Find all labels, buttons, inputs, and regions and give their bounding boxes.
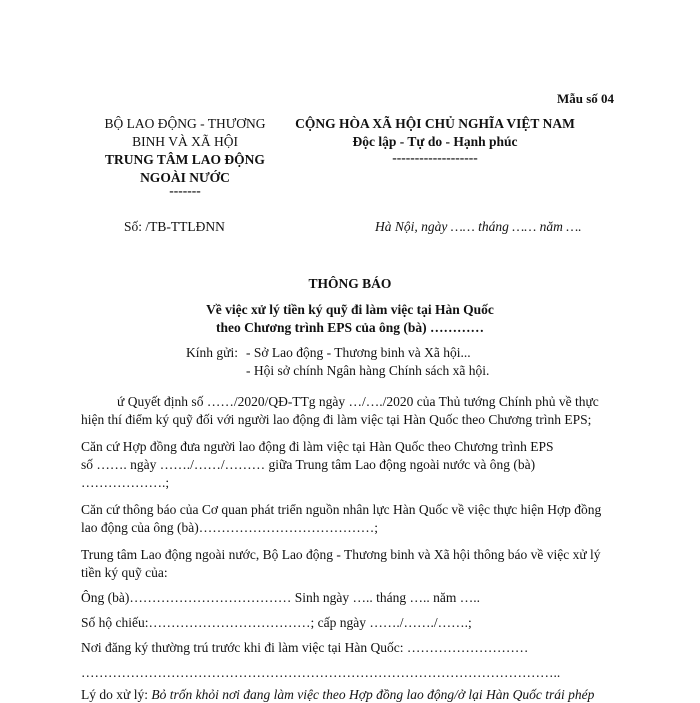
recipients-label: Kính gửi: (186, 345, 238, 360)
form-number: Mẫu số 04 (557, 91, 615, 106)
paragraph3-line2: lao động của ông (bà)…………………………………; (81, 520, 378, 535)
right-header-divider: ------------------- (392, 150, 478, 165)
document-number: Số: /TB-TTLĐNN (124, 219, 225, 234)
center-name-line2: NGOÀI NƯỚC (140, 170, 230, 185)
field-dotted-line: …………………………………………………………………………………………….. (81, 665, 561, 680)
subject-line2: theo Chương trình EPS của ông (bà) ………… (216, 320, 484, 335)
paragraph2-line2: số ……. ngày ……./……/……… giữa Trung tâm Lao động ngoài nước và ông (bà) (81, 457, 536, 472)
paragraph3-line1: Căn cứ thông báo của Cơ quan phát triển nguồn nhân lực Hàn Quốc về việc thực hiện Hợp đồng (81, 502, 602, 517)
document-title: THÔNG BÁO (308, 276, 392, 291)
field-passport: Số hộ chiếu:………………………………; cấp ngày ……./……./…….; (81, 615, 472, 630)
subject-line1: Về việc xử lý tiền ký quỹ đi làm việc tại Hàn Quốc (206, 302, 494, 317)
center-name-line1: TRUNG TÂM LAO ĐỘNG (105, 152, 265, 167)
recipient-item1: - Sở Lao động - Thương binh và Xã hội... (246, 345, 471, 360)
reason-text: Bỏ trốn khỏi nơi đang làm việc theo Hợp đồng lao động/ở lại Hàn Quốc trái phép (151, 687, 595, 702)
nation-name: CỘNG HÒA XÃ HỘI CHỦ NGHĨA VIỆT NAM (295, 116, 575, 131)
field-full-name: Ông (bà)……………………………… Sinh ngày ….. tháng ….. năm ….. (81, 590, 480, 605)
paragraph1-line1: ứ Quyết định số ……/2020/QĐ-TTg ngày …/…./2020 của Thủ tướng Chính phủ về thực (117, 394, 599, 409)
reason-label: Lý do xử lý: (81, 687, 148, 702)
paragraph2-line3: ……………….; (81, 475, 170, 490)
paragraph4-line1: Trung tâm Lao động ngoài nước, Bộ Lao động - Thương binh và Xã hội thông báo về việc xử lý (81, 547, 601, 562)
national-motto: Độc lập - Tự do - Hạnh phúc (352, 134, 518, 149)
ministry-name-line2: BINH VÀ XÃ HỘI (132, 134, 238, 149)
paragraph2-line1: Căn cứ Hợp đồng đưa người lao động đi làm việc tại Hàn Quốc theo Chương trình EPS (81, 439, 554, 454)
reason-row (81, 687, 700, 703)
recipient-item2: - Hội sở chính Ngân hàng Chính sách xã hội. (246, 363, 490, 378)
ministry-name-line1: BỘ LAO ĐỘNG - THƯƠNG (104, 116, 266, 131)
paragraph4-line2: tiền ký quỹ của: (81, 565, 168, 580)
left-header-divider: ------- (169, 183, 201, 198)
field-residence: Nơi đăng ký thường trú trước khi đi làm việc tại Hàn Quốc: ……………………… (81, 640, 529, 655)
place-date: Hà Nội, ngày …… tháng …… năm …. (375, 219, 582, 234)
paragraph1-line2: hiện thí điểm ký quỹ đối với người lao động đi làm việc tại Hàn Quốc theo Chương trình EPS; (81, 412, 592, 427)
